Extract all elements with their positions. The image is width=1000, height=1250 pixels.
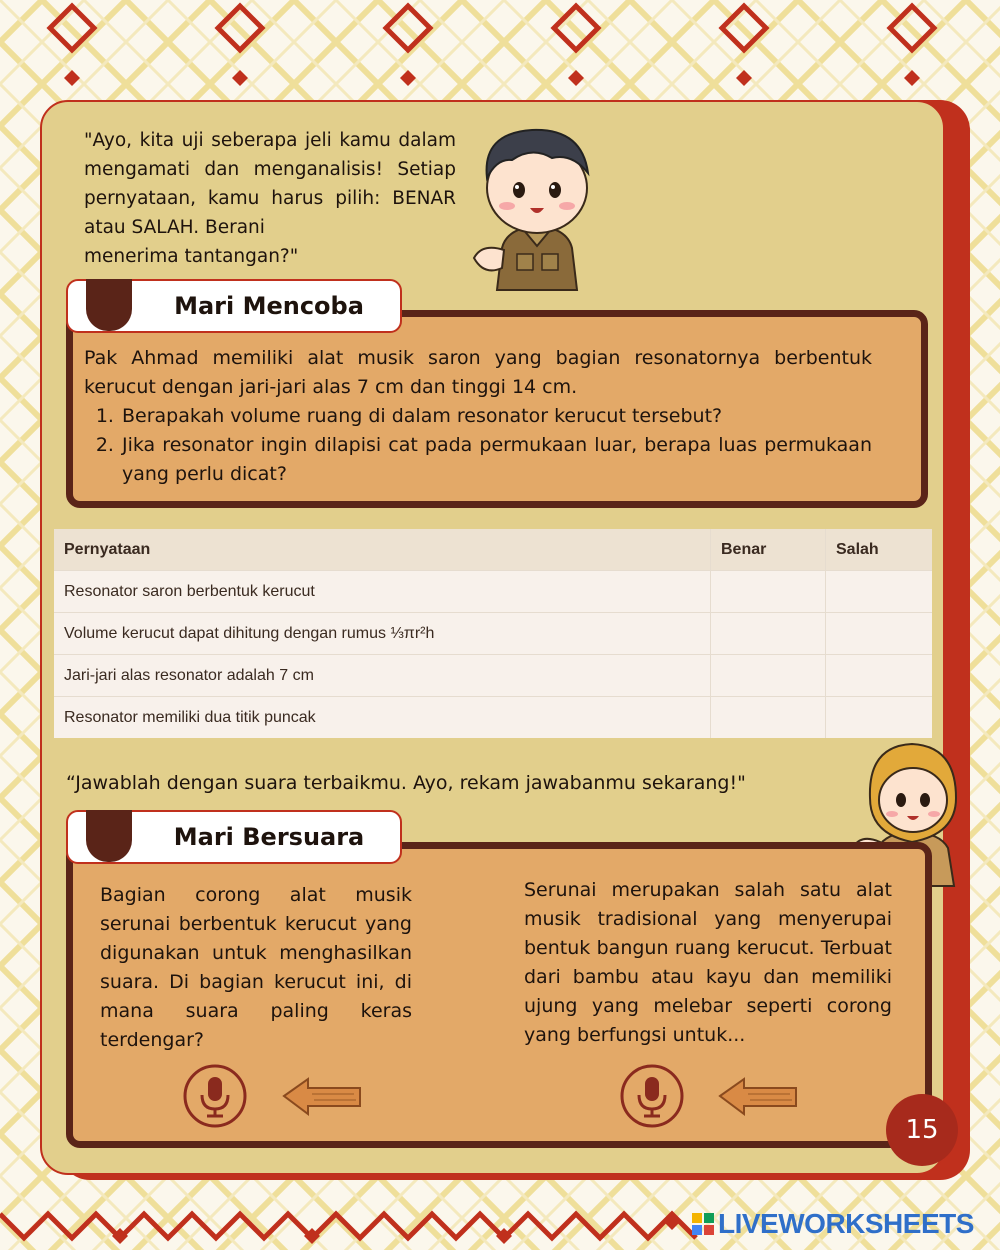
salah-choice-cell[interactable] [826, 613, 933, 655]
mari-mencoba-title: Mari Mencoba [174, 292, 364, 320]
statement-cell: Resonator memiliki dua titik puncak [54, 697, 711, 739]
tab-decoration [86, 279, 132, 331]
page-number: 15 [886, 1094, 958, 1166]
header-benar: Benar [711, 529, 826, 571]
statement-cell: Jari-jari alas resonator adalah 7 cm [54, 655, 711, 697]
salah-choice-cell[interactable] [826, 571, 933, 613]
table-row [54, 655, 932, 697]
tab-decoration [86, 810, 132, 862]
intro-text: "Ayo, kita uji seberapa jeli kamu dalam mengamati dan menganalisis! Setiap pernyataan, kamu harus pilih: BENAR atau SALAH. Berani [84, 130, 456, 238]
problem-statement: Pak Ahmad memiliki alat musik saron yang bagian resonatornya berbentuk kerucut dengan jari-jari alas 7 cm dan tinggi 14 cm. [84, 347, 872, 398]
table-header-row [54, 529, 932, 571]
question-list [84, 402, 872, 489]
intro-speech [84, 126, 456, 271]
question-item: 1. Berapakah volume ruang di dalam resonator kerucut tersebut? [120, 402, 872, 431]
benar-choice-cell[interactable] [711, 697, 826, 739]
mari-bersuara-tab [66, 810, 402, 864]
benar-choice-cell[interactable] [711, 655, 826, 697]
benar-choice-cell[interactable] [711, 613, 826, 655]
benar-choice-cell[interactable] [711, 571, 826, 613]
mari-bersuara-title: Mari Bersuara [173, 823, 365, 851]
salah-choice-cell[interactable] [826, 655, 933, 697]
mari-mencoba-tab [66, 279, 402, 333]
boy-character-illustration [462, 118, 612, 293]
microphone-icon[interactable] [182, 1063, 248, 1129]
liveworksheets-logo[interactable] [692, 1208, 992, 1244]
brand-text: LIVEWORKSHEETS [718, 1208, 974, 1239]
speaking-question-left: Bagian corong alat musik serunai berbentuk kerucut yang digunakan untuk menghasilkan suara. Di bagian kerucut ini, di mana suara paling keras terdengar? [100, 884, 412, 1051]
wooden-arrow-left-icon [282, 1076, 362, 1116]
salah-choice-cell[interactable] [826, 697, 933, 739]
intro-text-last: menerima tantangan?" [84, 246, 299, 267]
speaking-prompt: “Jawablah dengan suara terbaikmu. Ayo, rekam jawabanmu sekarang!" [66, 772, 746, 794]
header-salah: Salah [826, 529, 933, 571]
speaking-question-right: Serunai merupakan salah satu alat musik tradisional yang menyerupai bentuk bangun ruang kerucut. Terbuat dari bambu atau kayu dan memiliki ujung yang melebar seperti corong yang berfungsi untuk... [524, 879, 892, 1046]
question-item: 2. Jika resonator ingin dilapisi cat pada permukaan luar, berapa luas permukaan yang perlu dicat? [120, 431, 872, 489]
wooden-arrow-left-icon [718, 1076, 798, 1116]
true-false-table [54, 529, 932, 738]
mari-mencoba-content [84, 344, 872, 489]
liveworksheets-logo-icon [692, 1213, 714, 1235]
statement-cell: Volume kerucut dapat dihitung dengan rumus ⅓πr²h [54, 613, 711, 655]
statement-cell: Resonator saron berbentuk kerucut [54, 571, 711, 613]
header-pernyataan: Pernyataan [54, 529, 711, 571]
microphone-icon[interactable] [619, 1063, 685, 1129]
table-row [54, 697, 932, 739]
table-row [54, 613, 932, 655]
table-row [54, 571, 932, 613]
